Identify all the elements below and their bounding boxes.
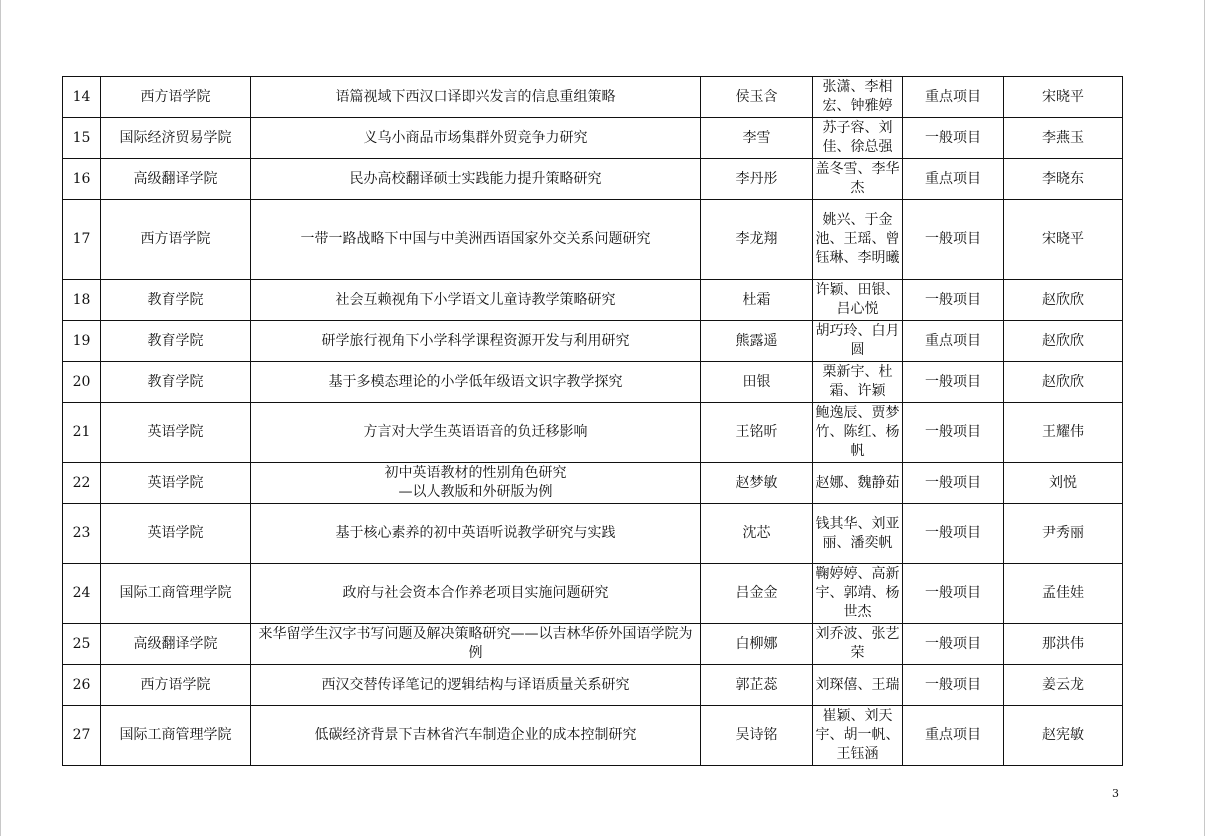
table-row [63, 624, 1123, 665]
table-row [63, 362, 1123, 403]
leader-cell: 侯玉含 [701, 77, 813, 118]
row-number: 20 [63, 362, 101, 403]
project-title-cell: 方言对大学生英语语音的负迁移影响 [251, 403, 701, 463]
project-title-cell [251, 463, 701, 504]
row-number: 19 [63, 321, 101, 362]
row-number: 26 [63, 665, 101, 706]
advisor-cell: 赵宪敏 [1004, 706, 1123, 766]
leader-cell: 李雪 [701, 118, 813, 159]
project-table [62, 76, 1123, 766]
advisor-cell: 李晓东 [1004, 159, 1123, 200]
members-cell: 张潇、李相宏、钟雅婷 [813, 77, 903, 118]
college-cell: 教育学院 [101, 280, 251, 321]
advisor-cell: 赵欣欣 [1004, 362, 1123, 403]
college-cell: 高级翻译学院 [101, 159, 251, 200]
project-level-cell: 一般项目 [903, 463, 1004, 504]
project-title-cell: 政府与社会资本合作养老项目实施问题研究 [251, 564, 701, 624]
advisor-cell: 李燕玉 [1004, 118, 1123, 159]
table-row [63, 280, 1123, 321]
college-cell: 教育学院 [101, 362, 251, 403]
page-edge-left [0, 0, 1, 836]
leader-cell: 郭芷蕊 [701, 665, 813, 706]
project-title: 初中英语教材的性别角色研究 [384, 465, 567, 481]
project-title-cell: 来华留学生汉字书写问题及解决策略研究——以吉林华侨外国语学院为例 [251, 624, 701, 665]
leader-cell: 赵梦敏 [701, 463, 813, 504]
page-number: 3 [1112, 787, 1119, 800]
project-title-cell: 基于多模态理论的小学低年级语文识字教学探究 [251, 362, 701, 403]
college-cell: 国际工商管理学院 [101, 564, 251, 624]
members-cell: 鲍逸辰、贾梦竹、陈红、杨帆 [813, 403, 903, 463]
project-title-cell: 低碳经济背景下吉林省汽车制造企业的成本控制研究 [251, 706, 701, 766]
leader-cell: 杜霜 [701, 280, 813, 321]
college-cell: 西方语学院 [101, 200, 251, 280]
advisor-cell: 宋晓平 [1004, 200, 1123, 280]
leader-cell: 王铭昕 [701, 403, 813, 463]
college-cell: 国际工商管理学院 [101, 706, 251, 766]
college-cell: 国际经济贸易学院 [101, 118, 251, 159]
row-number: 24 [63, 564, 101, 624]
advisor-cell: 孟佳娃 [1004, 564, 1123, 624]
project-title-cell: 西汉交替传译笔记的逻辑结构与译语质量关系研究 [251, 665, 701, 706]
row-number: 27 [63, 706, 101, 766]
table-row [63, 665, 1123, 706]
row-number: 16 [63, 159, 101, 200]
project-level-cell: 一般项目 [903, 624, 1004, 665]
leader-cell: 李龙翔 [701, 200, 813, 280]
row-number: 18 [63, 280, 101, 321]
advisor-cell: 王耀伟 [1004, 403, 1123, 463]
project-title-cell: 社会互赖视角下小学语文儿童诗教学策略研究 [251, 280, 701, 321]
leader-cell: 吴诗铭 [701, 706, 813, 766]
row-number: 23 [63, 504, 101, 564]
project-level-cell: 重点项目 [903, 706, 1004, 766]
table-row [63, 77, 1123, 118]
project-level-cell: 一般项目 [903, 504, 1004, 564]
project-level-cell: 一般项目 [903, 362, 1004, 403]
table-row [63, 200, 1123, 280]
members-cell: 刘乔波、张艺荣 [813, 624, 903, 665]
advisor-cell: 姜云龙 [1004, 665, 1123, 706]
row-number: 14 [63, 77, 101, 118]
advisor-cell: 刘悦 [1004, 463, 1123, 504]
members-cell: 许颖、田银、吕心悦 [813, 280, 903, 321]
row-number: 21 [63, 403, 101, 463]
table-row [63, 321, 1123, 362]
leader-cell: 沈芯 [701, 504, 813, 564]
table-row [63, 403, 1123, 463]
row-number: 15 [63, 118, 101, 159]
leader-cell: 吕金金 [701, 564, 813, 624]
members-cell: 苏子容、刘佳、徐总强 [813, 118, 903, 159]
project-title-cell: 义乌小商品市场集群外贸竞争力研究 [251, 118, 701, 159]
project-subtitle: —以人教版和外研版为例 [398, 484, 553, 500]
table-row [63, 706, 1123, 766]
table-row [63, 564, 1123, 624]
table-row [63, 463, 1123, 504]
project-level-cell: 重点项目 [903, 77, 1004, 118]
project-level-cell: 一般项目 [903, 665, 1004, 706]
members-cell: 鞠婷婷、高新宇、郭靖、杨世杰 [813, 564, 903, 624]
project-level-cell: 一般项目 [903, 200, 1004, 280]
members-cell: 盖冬雪、李华杰 [813, 159, 903, 200]
table-row [63, 159, 1123, 200]
project-title-cell: 一带一路战略下中国与中美洲西语国家外交关系问题研究 [251, 200, 701, 280]
members-cell: 崔颖、刘天宇、胡一帆、王钰涵 [813, 706, 903, 766]
college-cell: 英语学院 [101, 463, 251, 504]
leader-cell: 熊露遥 [701, 321, 813, 362]
project-level-cell: 一般项目 [903, 564, 1004, 624]
project-level-cell: 一般项目 [903, 118, 1004, 159]
members-cell: 赵娜、魏静茹 [813, 463, 903, 504]
advisor-cell: 尹秀丽 [1004, 504, 1123, 564]
members-cell: 刘琛僖、王瑞 [813, 665, 903, 706]
row-number: 22 [63, 463, 101, 504]
advisor-cell: 宋晓平 [1004, 77, 1123, 118]
project-level-cell: 重点项目 [903, 321, 1004, 362]
members-cell: 胡巧玲、白月圆 [813, 321, 903, 362]
project-title-cell: 语篇视域下西汉口译即兴发言的信息重组策略 [251, 77, 701, 118]
college-cell: 西方语学院 [101, 665, 251, 706]
members-cell: 钱其华、刘亚丽、潘奕帆 [813, 504, 903, 564]
project-title-cell: 民办高校翻译硕士实践能力提升策略研究 [251, 159, 701, 200]
college-cell: 英语学院 [101, 504, 251, 564]
leader-cell: 李丹彤 [701, 159, 813, 200]
leader-cell: 白柳娜 [701, 624, 813, 665]
row-number: 25 [63, 624, 101, 665]
row-number: 17 [63, 200, 101, 280]
advisor-cell: 那洪伟 [1004, 624, 1123, 665]
advisor-cell: 赵欣欣 [1004, 321, 1123, 362]
members-cell: 姚兴、于金池、王瑶、曾钰琳、李明曦 [813, 200, 903, 280]
college-cell: 英语学院 [101, 403, 251, 463]
members-cell: 栗新宇、杜霜、许颖 [813, 362, 903, 403]
college-cell: 高级翻译学院 [101, 624, 251, 665]
project-level-cell: 一般项目 [903, 403, 1004, 463]
table-row [63, 504, 1123, 564]
project-level-cell: 一般项目 [903, 280, 1004, 321]
project-level-cell: 重点项目 [903, 159, 1004, 200]
advisor-cell: 赵欣欣 [1004, 280, 1123, 321]
leader-cell: 田银 [701, 362, 813, 403]
project-title-cell: 基于核心素养的初中英语听说教学研究与实践 [251, 504, 701, 564]
college-cell: 教育学院 [101, 321, 251, 362]
college-cell: 西方语学院 [101, 77, 251, 118]
project-title-cell: 研学旅行视角下小学科学课程资源开发与利用研究 [251, 321, 701, 362]
table-row [63, 118, 1123, 159]
